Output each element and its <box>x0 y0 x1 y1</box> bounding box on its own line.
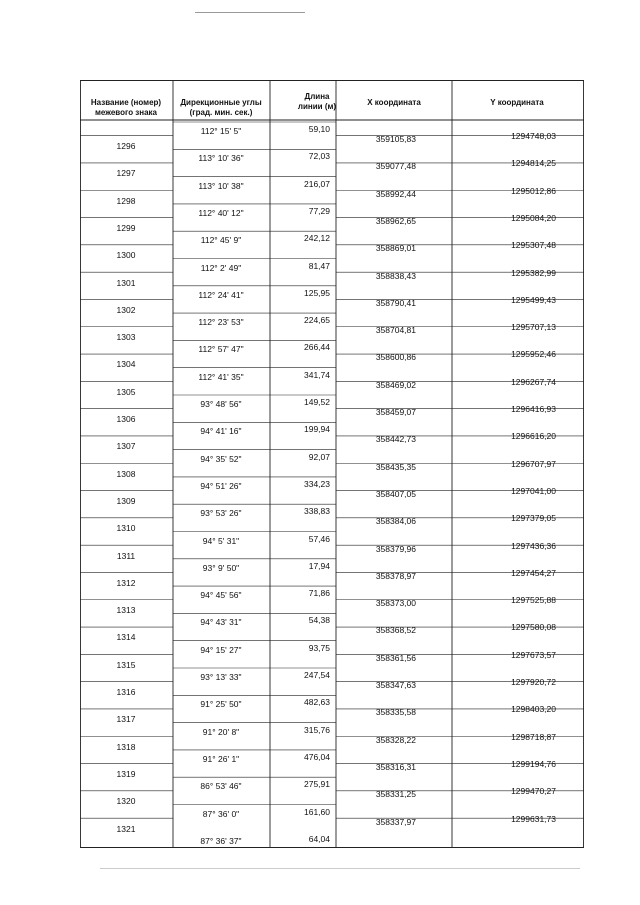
header-y: Y координата <box>490 98 544 107</box>
cell-x: 358838,43 <box>375 270 416 281</box>
cell-y: 1298403,20 <box>511 704 556 715</box>
cell-angle: 112° 2' 49" <box>200 262 242 273</box>
cell-angle: 91° 20' 8" <box>202 726 240 737</box>
header-angle-line1: Дирекционные углы <box>180 98 262 107</box>
coordinates-table <box>80 80 584 848</box>
cell-x: 358469,02 <box>375 379 416 390</box>
cell-y: 1295084,20 <box>511 212 556 223</box>
cell-x: 358328,22 <box>375 734 416 745</box>
cell-length: 161,60 <box>304 806 330 817</box>
cell-name: 1320 <box>116 796 136 807</box>
cell-x: 358373,00 <box>375 598 416 609</box>
cell-y: 1294814,25 <box>511 158 556 169</box>
cell-length: 338,83 <box>304 506 330 517</box>
cell-angle: 91° 25' 50" <box>200 699 242 710</box>
cell-length: 334,23 <box>304 478 330 489</box>
cell-name: 1301 <box>116 277 136 288</box>
cell-angle: 93° 48' 56" <box>200 399 242 409</box>
table-grid <box>80 80 584 848</box>
cell-length: 315,76 <box>304 724 330 735</box>
cell-length: 242,12 <box>304 233 330 244</box>
cell-length: 199,94 <box>304 424 330 435</box>
cell-x: 358790,41 <box>375 297 416 308</box>
cell-angle: 93° 13' 33" <box>200 672 242 682</box>
cell-y: 1297673,57 <box>511 649 556 660</box>
cell-y: 1297436,36 <box>511 540 556 551</box>
cell-y: 1297454,27 <box>511 567 556 578</box>
cell-length: 224,65 <box>304 315 330 326</box>
cell-x: 358600,86 <box>375 352 416 363</box>
cell-length: 81,47 <box>308 260 330 271</box>
cell-y: 1295499,43 <box>511 294 556 305</box>
header-length-line2: линии (м) <box>297 102 337 111</box>
cell-length: 125,95 <box>304 287 330 298</box>
cell-angle: 94° 35' 52" <box>200 453 242 464</box>
header-name <box>91 98 161 118</box>
cell-x: 358435,35 <box>375 461 416 472</box>
cell-name: 1318 <box>116 741 136 752</box>
cell-x: 358869,01 <box>375 243 416 254</box>
cell-name: 1302 <box>116 304 136 315</box>
cell-y: 1299631,73 <box>511 813 556 824</box>
cell-x: 358316,31 <box>375 761 416 772</box>
cell-x: 358347,63 <box>375 680 416 690</box>
cell-angle: 94° 45' 56" <box>200 590 242 601</box>
cell-length: 72,03 <box>308 151 330 162</box>
cell-angle: 94° 5' 31" <box>202 535 240 546</box>
cell-length: 266,44 <box>304 342 330 353</box>
cell-length: 59,10 <box>308 124 330 134</box>
cell-x: 358335,58 <box>375 707 416 718</box>
cell-name: 1299 <box>116 222 136 233</box>
cell-name: 1309 <box>116 495 136 506</box>
cell-name: 1304 <box>116 359 136 370</box>
cell-angle: 94° 43' 31" <box>200 617 242 628</box>
header-name-line2: межевого знака <box>94 108 158 117</box>
cell-x: 358337,97 <box>375 816 416 827</box>
cell-y: 1294748,03 <box>511 131 556 141</box>
cell-length: 64,04 <box>308 833 330 844</box>
cell-x: 358704,81 <box>375 325 416 336</box>
cell-y: 1298718,87 <box>511 731 556 742</box>
cell-length: 247,54 <box>304 670 330 680</box>
cell-y: 1299470,27 <box>511 786 556 797</box>
cell-x: 358992,44 <box>375 188 416 199</box>
cell-angle: 113° 10' 38" <box>198 180 244 191</box>
cell-x: 359105,83 <box>375 134 416 144</box>
cell-name: 1308 <box>116 468 136 479</box>
header-angle-line2: (град. мин. сек.) <box>189 108 253 117</box>
cell-name: 1313 <box>116 605 136 616</box>
cell-name: 1311 <box>116 550 136 561</box>
cell-y: 1296616,20 <box>511 431 556 442</box>
cell-y: 1299194,76 <box>511 758 556 769</box>
cell-angle: 87° 36' 37" <box>200 835 242 846</box>
cell-angle: 112° 40' 12" <box>198 207 244 218</box>
cell-x: 358378,97 <box>375 570 416 581</box>
cell-y: 1297379,05 <box>511 513 556 524</box>
cell-x: 358368,52 <box>375 625 416 636</box>
cell-x: 358331,25 <box>375 789 416 800</box>
cell-x: 358962,65 <box>375 215 416 226</box>
cell-angle: 94° 51' 26" <box>200 480 242 491</box>
cell-angle: 93° 53' 26" <box>200 508 242 519</box>
cell-length: 482,63 <box>304 697 330 708</box>
scan-mark <box>195 12 305 13</box>
cell-name: 1317 <box>116 714 136 725</box>
cell-length: 57,46 <box>308 533 330 544</box>
cell-x: 358459,07 <box>375 407 416 417</box>
cell-length: 77,29 <box>308 205 330 216</box>
cell-y: 1297525,88 <box>511 595 556 606</box>
cell-y: 1297580,08 <box>511 622 556 633</box>
cell-angle: 112° 41' 35" <box>198 371 244 382</box>
header-angle <box>180 98 261 118</box>
cell-length: 17,94 <box>308 560 330 571</box>
cell-name: 1303 <box>116 332 136 343</box>
cell-name: 1316 <box>116 687 136 697</box>
cell-y: 1295012,86 <box>511 185 556 196</box>
cell-angle: 93° 9' 50" <box>202 562 240 573</box>
cell-x: 358442,73 <box>375 434 416 445</box>
cell-x: 358384,06 <box>375 516 416 527</box>
cell-y: 1296416,93 <box>511 404 556 414</box>
cell-name: 1298 <box>116 195 136 206</box>
cell-name: 1314 <box>116 632 136 643</box>
cell-angle: 86° 53' 46" <box>200 781 242 792</box>
cell-name: 1310 <box>116 523 136 534</box>
cell-name: 1296 <box>116 141 136 151</box>
cell-x: 358361,56 <box>375 652 416 663</box>
cell-x: 358407,05 <box>375 488 416 499</box>
cell-length: 71,86 <box>308 588 330 599</box>
cell-name: 1315 <box>116 659 136 670</box>
cell-y: 1295952,46 <box>511 349 556 360</box>
cell-angle: 112° 23' 53" <box>198 317 244 328</box>
cell-angle: 113° 10' 36" <box>198 153 244 164</box>
cell-length: 92,07 <box>308 451 330 462</box>
cell-length: 216,07 <box>304 178 330 189</box>
cell-name: 1306 <box>116 414 136 424</box>
cell-y: 1295307,48 <box>511 240 556 251</box>
cell-name: 1297 <box>116 168 136 179</box>
cell-y: 1295382,99 <box>511 267 556 278</box>
cell-length: 341,74 <box>304 369 330 380</box>
cell-angle: 94° 41' 16" <box>200 426 242 437</box>
cell-name: 1307 <box>116 441 136 452</box>
cell-length: 275,91 <box>304 779 330 790</box>
cell-x: 358379,96 <box>375 543 416 554</box>
cell-angle: 91° 26' 1" <box>202 753 240 764</box>
cell-name: 1319 <box>116 768 136 779</box>
cell-length: 476,04 <box>304 751 330 762</box>
cell-length: 93,75 <box>308 642 330 653</box>
scan-mark <box>100 868 580 869</box>
header-length <box>298 92 336 112</box>
cell-x: 359077,48 <box>375 161 416 172</box>
header-x: X координата <box>367 98 421 107</box>
cell-y: 1296267,74 <box>511 376 556 387</box>
header-length-line1: Длина <box>304 92 330 101</box>
cell-length: 149,52 <box>304 397 330 407</box>
cell-angle: 112° 15' 5" <box>200 126 242 136</box>
cell-name: 1321 <box>116 823 136 834</box>
cell-name: 1312 <box>116 577 136 588</box>
cell-angle: 112° 45' 9" <box>200 235 242 246</box>
cell-y: 1295707,13 <box>511 322 556 333</box>
cell-y: 1297920,72 <box>511 677 556 687</box>
cell-angle: 112° 57' 47" <box>198 344 244 355</box>
header-name-line1: Название (номер) <box>90 98 162 107</box>
cell-name: 1305 <box>116 386 136 397</box>
cell-angle: 94° 15' 27" <box>200 644 242 655</box>
cell-y: 1297041,00 <box>511 485 556 496</box>
cell-angle: 87° 36' 0" <box>202 808 240 819</box>
cell-y: 1296707,97 <box>511 458 556 469</box>
cell-angle: 112° 24' 41" <box>198 289 244 300</box>
cell-length: 54,38 <box>308 615 330 626</box>
cell-name: 1300 <box>116 250 136 261</box>
